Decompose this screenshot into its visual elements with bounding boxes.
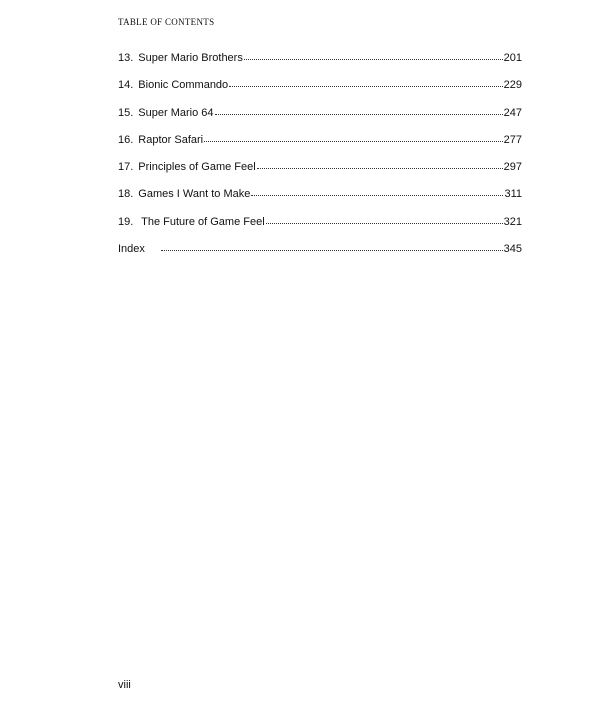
page-number: 277 <box>503 133 522 146</box>
dot-leader <box>266 223 503 224</box>
toc-entry-index[interactable] <box>118 243 522 270</box>
toc-entry[interactable] <box>118 79 522 106</box>
dot-leader <box>257 168 503 169</box>
chapter-title: Principles of Game Feel <box>138 161 256 174</box>
dot-leader <box>161 250 503 251</box>
dot-leader <box>251 195 503 196</box>
chapter-number: 15. <box>118 106 134 119</box>
chapter-number: 13. <box>118 52 134 64</box>
chapter-title: Games I Want to Make <box>138 188 251 201</box>
chapter-title: Super Mario 64 <box>138 106 214 119</box>
toc-entry[interactable] <box>118 216 522 243</box>
toc-entry[interactable] <box>118 107 522 134</box>
chapter-number: 19. <box>118 215 134 228</box>
chapter-title: Super Mario Brothers <box>138 52 243 64</box>
toc-entry[interactable] <box>118 134 522 161</box>
chapter-number: 16. <box>118 133 134 146</box>
dot-leader <box>215 114 503 115</box>
page-number: 201 <box>503 52 522 64</box>
chapter-title: Bionic Commando <box>138 79 229 92</box>
index-title: Index <box>118 243 145 256</box>
running-head: TABLE OF CONTENTS <box>118 17 215 27</box>
page-number: 345 <box>503 243 522 256</box>
page-number: 321 <box>503 215 522 228</box>
dot-leader <box>229 86 502 87</box>
chapter-number: 17. <box>118 161 134 174</box>
table-of-contents <box>118 52 522 270</box>
toc-entry[interactable] <box>118 52 522 79</box>
chapter-number: 14. <box>118 79 134 92</box>
folio-page-number: viii <box>118 679 131 691</box>
toc-entry[interactable] <box>118 188 522 215</box>
chapter-title: Raptor Safari <box>138 133 204 146</box>
toc-entry[interactable] <box>118 161 522 188</box>
page-number: 247 <box>503 106 522 119</box>
chapter-title: The Future of Game Feel <box>138 215 265 228</box>
page-number: 297 <box>503 161 522 174</box>
page-number: 311 <box>504 188 522 201</box>
dot-leader <box>204 141 503 142</box>
page-number: 229 <box>503 79 522 92</box>
dot-leader <box>244 59 503 60</box>
chapter-number: 18. <box>118 188 134 201</box>
